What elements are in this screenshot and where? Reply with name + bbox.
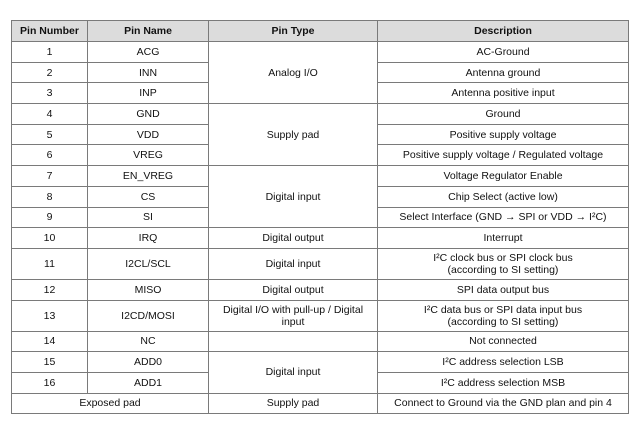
header-description: Description	[378, 21, 629, 42]
pin-type: Analog I/O	[209, 42, 378, 104]
pin-type: Digital input	[209, 248, 378, 279]
table-row	[12, 331, 629, 352]
pin-name: ACG	[88, 42, 209, 63]
pin-number: 6	[12, 145, 88, 166]
table-header-row	[12, 21, 629, 42]
pin-description: Not connected	[378, 331, 629, 352]
pin-type: Digital input	[209, 352, 378, 393]
pin-name: I2CD/MOSI	[88, 300, 209, 331]
exposed-pad-label: Exposed pad	[12, 393, 209, 414]
table-row	[12, 104, 629, 125]
pin-name: SI	[88, 207, 209, 228]
pin-number: 16	[12, 372, 88, 393]
table-row	[12, 279, 629, 300]
pin-number: 7	[12, 166, 88, 187]
pin-number: 14	[12, 331, 88, 352]
pin-name: NC	[88, 331, 209, 352]
table-row	[12, 300, 629, 331]
pin-number: 9	[12, 207, 88, 228]
pin-type: Supply pad	[209, 393, 378, 414]
pin-description: Positive supply voltage	[378, 124, 629, 145]
table-row	[12, 248, 629, 279]
pin-description: Interrupt	[378, 228, 629, 249]
pin-description-line: (according to SI setting)	[447, 315, 559, 328]
pin-description: Ground	[378, 104, 629, 125]
table-row	[12, 166, 629, 187]
pin-description: I²C address selection LSB	[378, 352, 629, 373]
pin-description: Antenna ground	[378, 62, 629, 83]
pin-description	[378, 300, 629, 331]
table-row	[12, 352, 629, 373]
pin-description: I²C address selection MSB	[378, 372, 629, 393]
pin-name: ADD0	[88, 352, 209, 373]
pin-name: CS	[88, 186, 209, 207]
pin-number: 4	[12, 104, 88, 125]
pin-type: Digital output	[209, 228, 378, 249]
pin-name: VDD	[88, 124, 209, 145]
pin-description: Connect to Ground via the GND plan and pin 4	[378, 393, 629, 414]
pin-description	[378, 248, 629, 279]
pin-number: 11	[12, 248, 88, 279]
table-row	[12, 228, 629, 249]
pin-number: 13	[12, 300, 88, 331]
pin-description-line: I²C data bus or SPI data input bus	[423, 303, 583, 316]
pin-type: Supply pad	[209, 104, 378, 166]
pin-type: Digital input	[209, 166, 378, 228]
pin-name: EN_VREG	[88, 166, 209, 187]
pin-description-line: I²C clock bus or SPI clock bus	[433, 251, 573, 264]
pin-number: 15	[12, 352, 88, 373]
pin-name: INN	[88, 62, 209, 83]
pin-description-line: (according to SI setting)	[447, 263, 559, 276]
pin-number: 3	[12, 83, 88, 104]
pin-name: GND	[88, 104, 209, 125]
pin-description: Antenna positive input	[378, 83, 629, 104]
pin-number: 8	[12, 186, 88, 207]
pin-name: VREG	[88, 145, 209, 166]
pin-name: I2CL/SCL	[88, 248, 209, 279]
pin-description: AC-Ground	[378, 42, 629, 63]
header-pin-number: Pin Number	[12, 21, 88, 42]
pin-number: 1	[12, 42, 88, 63]
pin-description: Positive supply voltage / Regulated voltage	[378, 145, 629, 166]
pin-description: Select Interface (GND → SPI or VDD → I²C)	[378, 207, 629, 228]
pin-type: Digital output	[209, 279, 378, 300]
pin-description: Chip Select (active low)	[378, 186, 629, 207]
pin-type: Digital I/O with pull-up / Digital input	[209, 300, 378, 331]
pin-name: ADD1	[88, 372, 209, 393]
pin-number: 10	[12, 228, 88, 249]
table-row	[12, 42, 629, 63]
header-pin-type: Pin Type	[209, 21, 378, 42]
pin-name: IRQ	[88, 228, 209, 249]
pin-name: INP	[88, 83, 209, 104]
pin-name: MISO	[88, 279, 209, 300]
pin-table	[11, 20, 629, 414]
pin-number: 5	[12, 124, 88, 145]
pin-description: SPI data output bus	[378, 279, 629, 300]
pin-description: Voltage Regulator Enable	[378, 166, 629, 187]
pin-number: 2	[12, 62, 88, 83]
pin-type	[209, 331, 378, 352]
table-row-exposed-pad	[12, 393, 629, 414]
pin-number: 12	[12, 279, 88, 300]
header-pin-name: Pin Name	[88, 21, 209, 42]
